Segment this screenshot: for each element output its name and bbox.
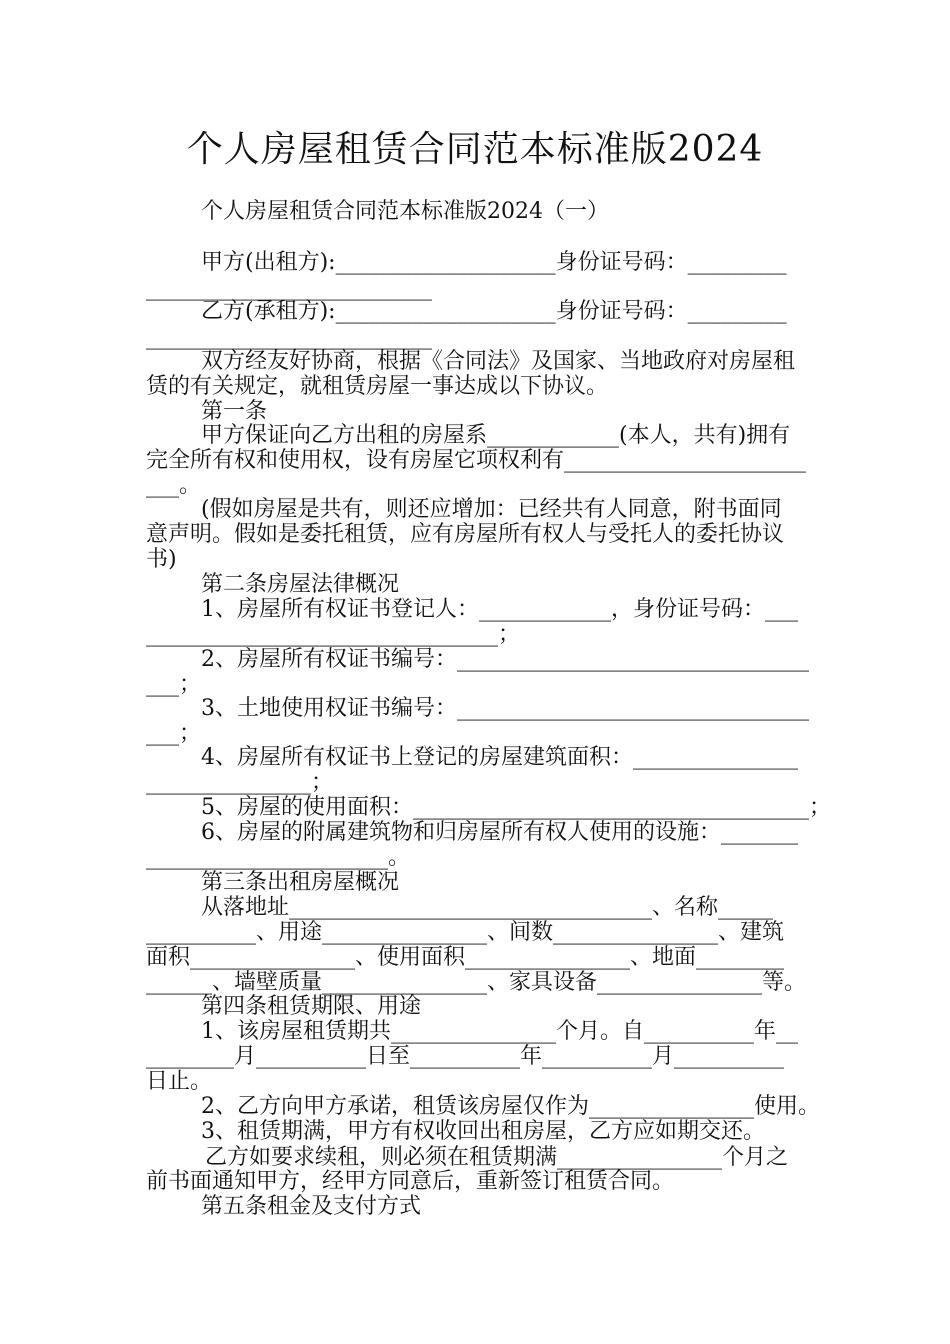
party-a-line-cont: __________________________: [146, 276, 432, 301]
paragraph-line: (假如房屋是共有，则还应增加：已经共有人同意，附书面同: [201, 497, 782, 522]
party-b-line-cont: __________________________: [146, 325, 432, 350]
paragraph-line: 3、租赁期满，甲方有权收回出租房屋，乙方应如期交还。: [201, 1119, 765, 1144]
subtitle: 个人房屋租赁合同范本标准版2024（一）: [201, 199, 609, 224]
section-heading: 第五条租金及支付方式: [201, 1194, 422, 1219]
document-title: 个人房屋租赁合同范本标准版2024: [186, 129, 764, 170]
paragraph-line: ___；: [146, 721, 202, 746]
section-heading: 第四条租赁期限、用途: [201, 994, 422, 1019]
paragraph-line: 面积_______________、使用面积_______________、地面________: [146, 945, 785, 970]
paragraph-line: 日止。: [146, 1069, 213, 1094]
paragraph-line: ________月__________日至__________年__________月__________: [146, 1044, 785, 1069]
paragraph-line: 书): [146, 547, 177, 572]
paragraph-line: 1、房屋所有权证书登记人：____________，身份证号码：___: [201, 597, 798, 622]
paragraph-line: 4、房屋所有权证书上登记的房屋建筑面积：_______________: [201, 745, 798, 770]
paragraph-line: ___。: [146, 473, 202, 498]
paragraph-line: 前书面通知甲方，经甲方同意后，重新签订租赁合同。: [146, 1169, 675, 1194]
paragraph-line: 乙方如要求续租，则必须在租赁期满_______________个月之: [205, 1145, 789, 1170]
paragraph-line: 赁的有关规定，就租赁房屋一事达成以下协议。: [146, 374, 609, 399]
section-heading: 第二条房屋法律概况: [201, 572, 400, 597]
paragraph-line: _______________；: [146, 770, 334, 795]
paragraph-line: ______、墙壁质量_______________、家具设备_______________等。: [146, 970, 807, 995]
paragraph-line: 2、房屋所有权证书编号：________________________________: [201, 647, 809, 672]
paragraph-line: 6、房屋的附属建筑物和归房屋所有权人使用的设施：_______: [201, 820, 798, 845]
paragraph-line: 意声明。假如是委托租赁，应有房屋所有权人与受托人的委托协议: [146, 522, 785, 547]
paragraph-line: __________、用途_______________、间数_______________、建筑: [146, 920, 785, 945]
paragraph-line: 1、该房屋租赁期共_______________个月。自__________年__: [201, 1019, 798, 1044]
party-b-line: 乙方(承租方):____________________身份证号码：_________: [201, 299, 787, 324]
paragraph-line: 甲方保证向乙方出租的房屋系____________(本人，共有)拥有: [201, 423, 791, 448]
paragraph-line: 2、乙方向甲方承诺，租赁该房屋仅作为_______________使用。: [201, 1094, 820, 1119]
paragraph-line: ___；: [146, 672, 202, 697]
paragraph-line: 从落地址_________________________________、名称_____: [201, 895, 774, 920]
party-a-line: 甲方(出租方):____________________身份证号码：_________: [201, 250, 787, 275]
section-heading: 第三条出租房屋概况: [201, 870, 400, 895]
paragraph-line: ________________________________；: [146, 622, 521, 647]
paragraph-line: 3、土地使用权证书编号：________________________________: [201, 696, 809, 721]
paragraph-line: ______________________。: [146, 845, 411, 870]
section-heading: 第一条: [201, 399, 268, 424]
paragraph-line: 完全所有权和使用权，设有房屋它项权利有______________________: [146, 448, 807, 473]
paragraph-line: 双方经友好协商，根据《合同法》及国家、当地政府对房屋租: [201, 349, 796, 374]
paragraph-line: 5、房屋的使用面积：____________________________________；: [201, 795, 831, 820]
